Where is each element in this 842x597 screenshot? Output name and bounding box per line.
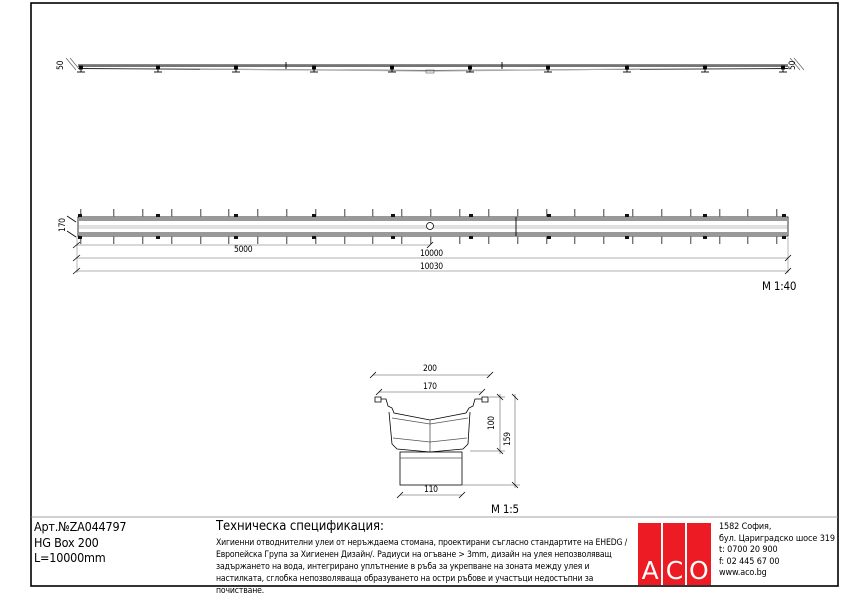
dim-159: 159 — [503, 432, 513, 446]
dim-10000: 10000 — [420, 249, 443, 259]
dim-170: 170 — [423, 382, 437, 392]
dim-200: 200 — [423, 364, 437, 374]
plan-scale-label: M 1:40 — [762, 279, 797, 293]
elevation-end-label-right: 50 — [788, 60, 798, 70]
section-scale-label: M 1:5 — [491, 502, 519, 516]
logo-letter-a: A — [641, 556, 659, 585]
dim-5000: 5000 — [234, 245, 253, 255]
fax-number: f: 02 445 67 00 — [719, 556, 780, 567]
plan-width-label: 170 — [58, 218, 68, 232]
dim-100: 100 — [487, 416, 497, 430]
logo-letter-o: O — [688, 556, 709, 585]
elevation-end-label-left: 50 — [56, 60, 66, 70]
dim-10030: 10030 — [420, 262, 443, 272]
spec-heading: Техническа спецификация: — [216, 519, 384, 534]
article-info — [34, 519, 126, 566]
dim-110: 110 — [424, 485, 438, 495]
address-line-2: бул. Цариградско шосе 319 — [719, 533, 835, 544]
product-length: L=10000mm — [34, 550, 106, 565]
article-number: Арт.№ZA044797 — [34, 519, 127, 534]
spec-text: Хигиенни отводнителни улеи от неръждаема стомана, проектирани съгласно стандартите на EHEDG /Европейска Група за Хигиенен Дизайн/. Радиуси на огъване > 3mm, дизайн на улея непозволяващ задържането на вода, интегрирано уплътнение в ръба за укрепване на зоната между улея и настилката, сглобка непозволяваща образуването на остри ръбове и участъци недостъпни за почистване. — [216, 538, 628, 596]
logo-letter-c: C — [665, 556, 684, 585]
address-line-1: 1582 София, — [719, 522, 772, 532]
section-view — [370, 372, 520, 498]
product-name: HG Box 200 — [34, 534, 99, 550]
website-link[interactable]: www.aco.bg — [719, 568, 767, 579]
company-address — [719, 522, 835, 580]
phone-number: t: 0700 20 900 — [719, 545, 778, 556]
elevation-view — [66, 58, 804, 73]
aco-logo — [638, 523, 711, 585]
